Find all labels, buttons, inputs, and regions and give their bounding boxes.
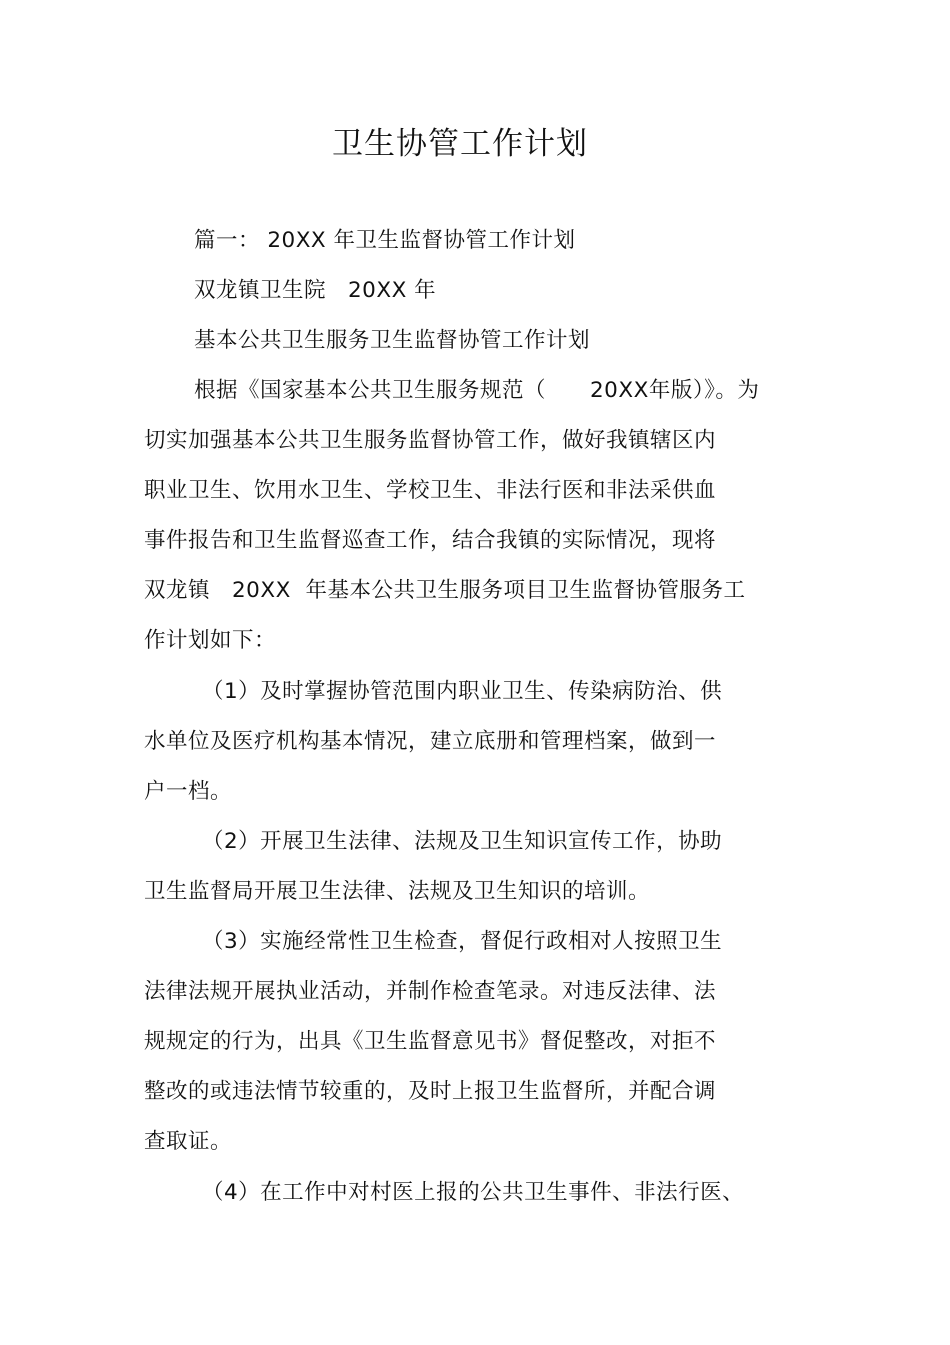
list-item-line: 水单位及医疗机构基本情况，建立底册和管理档案，做到一 bbox=[144, 729, 717, 754]
list-item-line: 法律法规开展执业活动，并制作检查笔录。对违反法律、法 bbox=[144, 979, 717, 1004]
list-item-line: 规规定的行为，出具《卫生监督意见书》督促整改，对拒不 bbox=[144, 1029, 717, 1054]
paragraph-line: 根据《国家基本公共卫生服务规范（ 20XX年版）》。为 bbox=[194, 378, 760, 403]
paragraph-line: 职业卫生、饮用水卫生、学校卫生、非法行医和非法采供血 bbox=[144, 478, 717, 503]
list-item-line: 户一档。 bbox=[144, 779, 233, 804]
list-item-line: 查取证。 bbox=[144, 1129, 233, 1154]
list-item-line: （1）及时掌握协管范围内职业卫生、传染病防治、供 bbox=[202, 679, 723, 704]
list-item-line: 卫生监督局开展卫生法律、法规及卫生知识的培训。 bbox=[144, 879, 651, 904]
paragraph-line: 切实加强基本公共卫生服务监督协管工作，做好我镇辖区内 bbox=[144, 428, 717, 453]
paragraph-line: 双龙镇 20XX 年基本公共卫生服务项目卫生监督协管服务工 bbox=[144, 578, 746, 603]
section-heading: 篇一： 20XX 年卫生监督协管工作计划 bbox=[194, 228, 576, 253]
organization-line: 双龙镇卫生院 20XX 年 bbox=[194, 278, 437, 303]
list-item-line: （3）实施经常性卫生检查，督促行政相对人按照卫生 bbox=[202, 929, 723, 954]
paragraph-line: 作计划如下： bbox=[144, 628, 277, 653]
plan-subtitle: 基本公共卫生服务卫生监督协管工作计划 bbox=[194, 328, 591, 353]
paragraph-line: 事件报告和卫生监督巡查工作，结合我镇的实际情况，现将 bbox=[144, 528, 717, 553]
list-item-line: （4）在工作中对村医上报的公共卫生事件、非法行医、 bbox=[202, 1180, 745, 1205]
list-item-line: （2）开展卫生法律、法规及卫生知识宣传工作，协助 bbox=[202, 829, 723, 854]
document-title: 卫生协管工作计划 bbox=[332, 126, 588, 162]
list-item-line: 整改的或违法情节较重的，及时上报卫生监督所，并配合调 bbox=[144, 1079, 717, 1104]
